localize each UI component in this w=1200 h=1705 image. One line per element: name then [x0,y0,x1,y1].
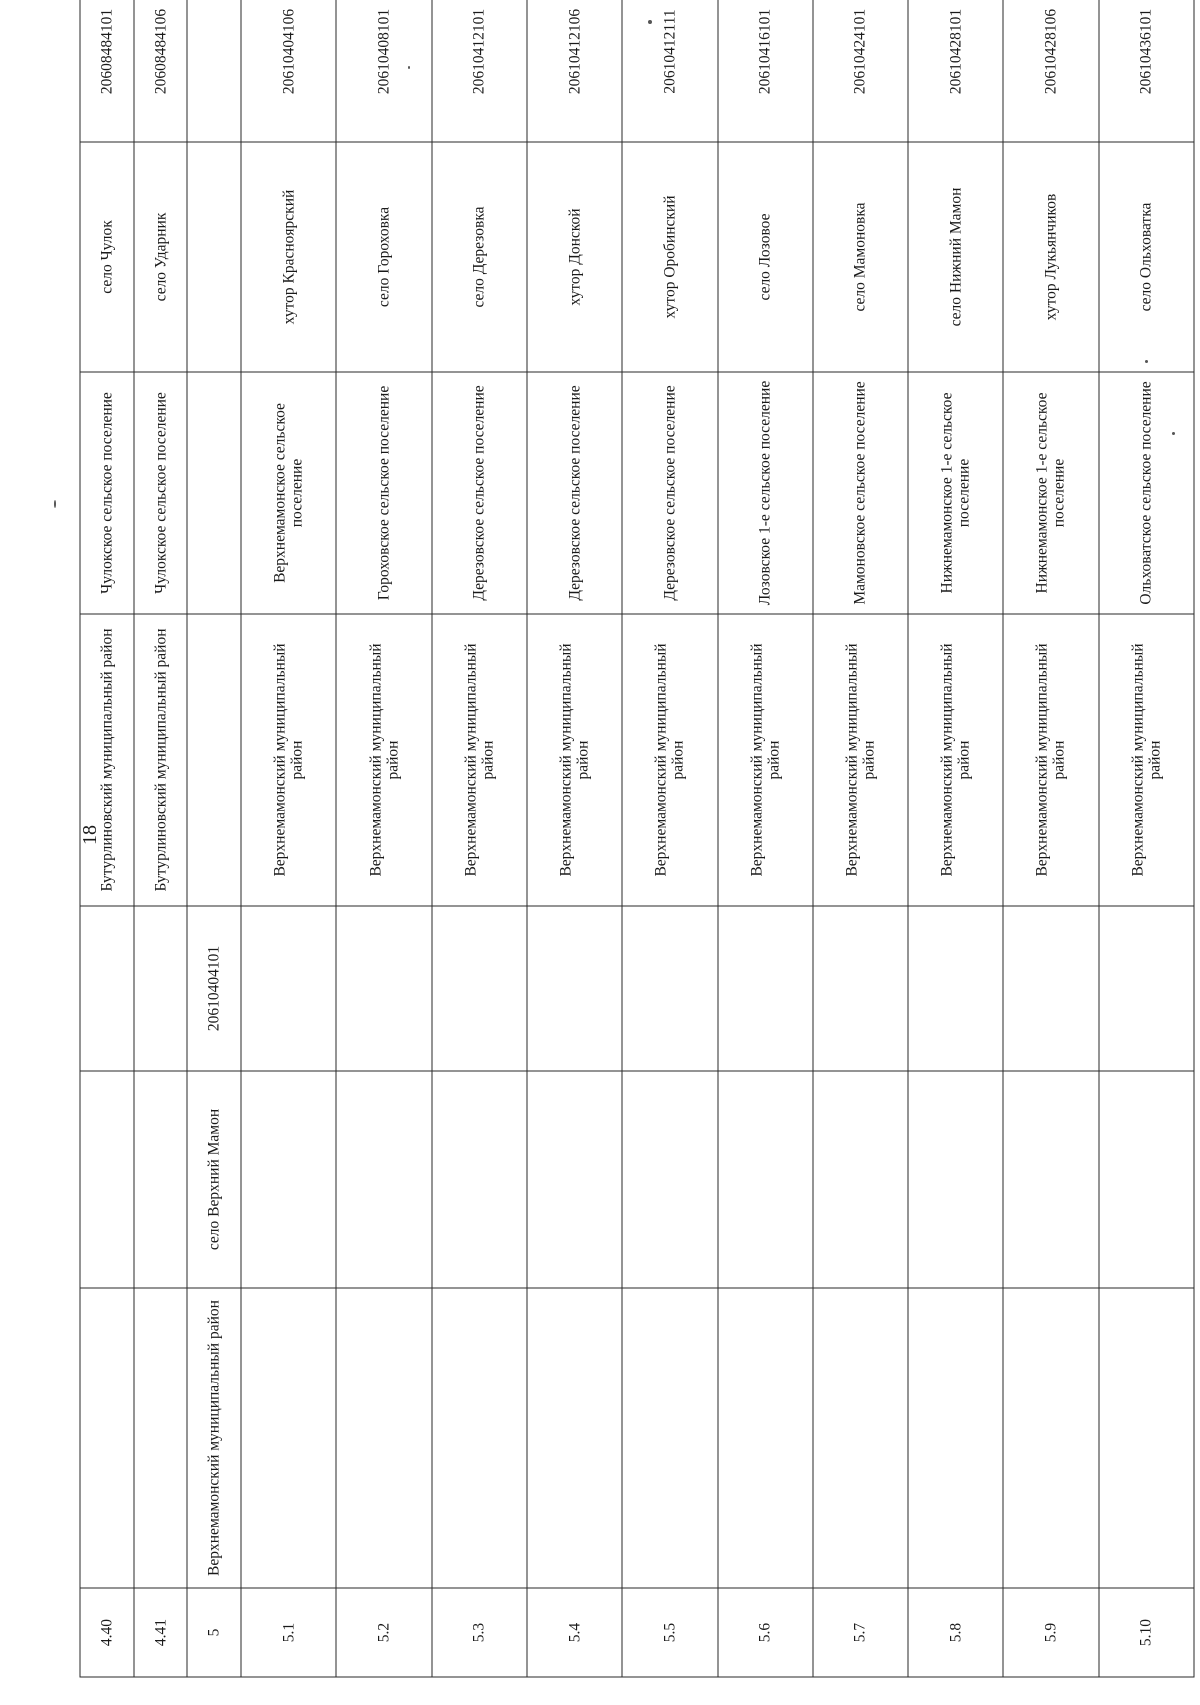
locality: село Ударник [134,142,188,372]
locality: село Лозовое [718,142,813,372]
table-row [813,0,908,1677]
locality-code: 20610412111 [622,0,717,142]
settlement: Дерезовское сельское поселение [622,372,717,614]
settlement: Нижнемамонское 1-е сельское поселение [908,372,1003,614]
settlement: Чулокское сельское поселение [80,372,134,614]
district-center-name [908,1288,1003,1588]
row-number: 4.40 [80,1588,134,1677]
locality-code: 20610424101 [813,0,908,142]
center-code [813,906,908,1071]
locality: село Гороховка [336,142,431,372]
settlement: Верхнемамонское сельское поселение [241,372,336,614]
registry-table [80,0,1195,1678]
settlement: Дерезовское сельское поселение [527,372,622,614]
locality: село Дерезовка [432,142,527,372]
scan-speck [1172,432,1175,435]
row-number: 5.5 [622,1588,717,1677]
district-center-name [1003,1288,1098,1588]
table-row [134,0,188,1677]
settlement: Мамоновское сельское поселение [813,372,908,614]
row-number: 5.4 [527,1588,622,1677]
row-number: 5.9 [1003,1588,1098,1677]
district-center-name [527,1288,622,1588]
row-number: 5.3 [432,1588,527,1677]
locality-code: 20610428101 [908,0,1003,142]
locality-code: 20608484101 [80,0,134,142]
settlement: Дерезовское сельское поселение [432,372,527,614]
center-code: 20610404101 [187,906,241,1071]
district-center-name [241,1288,336,1588]
district-center-name [134,1288,188,1588]
row-number: 5.2 [336,1588,431,1677]
locality-code: 20610404106 [241,0,336,142]
municipal-district: Верхнемамонский муниципальный район [432,614,527,906]
center-code [622,906,717,1071]
table-row [718,0,813,1677]
center-code [432,906,527,1071]
locality [187,142,241,372]
center-locality [134,1071,188,1288]
row-number: 5.8 [908,1588,1003,1677]
municipal-district: Верхнемамонский муниципальный район [622,614,717,906]
table-row [336,0,431,1677]
table-row [80,0,134,1677]
municipal-district: Верхнемамонский муниципальный район [1099,614,1194,906]
locality-code: 20610416101 [718,0,813,142]
center-locality [813,1071,908,1288]
center-locality [336,1071,431,1288]
scan-speck [1145,360,1148,363]
center-locality [241,1071,336,1288]
row-number: 5.6 [718,1588,813,1677]
center-locality [622,1071,717,1288]
center-code [134,906,188,1071]
district-center-name [622,1288,717,1588]
scan-speck [648,20,652,24]
locality-code [187,0,241,142]
settlement: Нижнемамонское 1-е сельское поселение [1003,372,1098,614]
row-number: 5.1 [241,1588,336,1677]
district-center-name: Верхнемамонский муниципальный район [187,1288,241,1588]
scan-speck [54,500,56,508]
row-number: 4.41 [134,1588,188,1677]
locality-code: 20610412106 [527,0,622,142]
locality: село Чулок [80,142,134,372]
locality-code: 20610436101 [1099,0,1194,142]
municipal-district [187,614,241,906]
locality-code: 20610408101 [336,0,431,142]
municipal-district: Бутурлиновский муниципальный район [80,614,134,906]
municipal-district: Верхнемамонский муниципальный район [908,614,1003,906]
locality: село Нижний Мамон [908,142,1003,372]
municipal-district: Верхнемамонский муниципальный район [527,614,622,906]
table-row [241,0,336,1677]
locality: хутор Краснoярский [241,142,336,372]
district-center-name [1099,1288,1194,1588]
center-locality [432,1071,527,1288]
settlement: Лозовское 1-е сельское поселение [718,372,813,614]
registry-table-rotated [80,8,1195,1678]
table-row [187,0,241,1677]
locality: село Ольховатка [1099,142,1194,372]
table-row [432,0,527,1677]
center-locality: село Верхний Мамон [187,1071,241,1288]
district-center-name [432,1288,527,1588]
center-code [527,906,622,1071]
center-locality [908,1071,1003,1288]
table-row [908,0,1003,1677]
locality-code: 20610428106 [1003,0,1098,142]
settlement: Гороховское сельское поселение [336,372,431,614]
locality: хутор Лукьянчиков [1003,142,1098,372]
center-locality [1099,1071,1194,1288]
municipal-district: Бутурлиновский муниципальный район [134,614,188,906]
center-code [908,906,1003,1071]
center-code [1003,906,1098,1071]
locality: село Мамоновка [813,142,908,372]
settlement [187,372,241,614]
district-center-name [336,1288,431,1588]
center-locality [718,1071,813,1288]
locality-code: 20610412101 [432,0,527,142]
table-row [527,0,622,1677]
row-number: 5.10 [1099,1588,1194,1677]
center-code [241,906,336,1071]
scan-speck [408,66,410,69]
municipal-district: Верхнемамонский муниципальный район [1003,614,1098,906]
municipal-district: Верхнемамонский муниципальный район [718,614,813,906]
table-row [1099,0,1194,1677]
settlement: Чулокское сельское поселение [134,372,188,614]
center-code [1099,906,1194,1071]
page-number: 18 [79,825,101,845]
locality: хутор Оробинский [622,142,717,372]
center-code [336,906,431,1071]
locality-code: 20608484106 [134,0,188,142]
row-number: 5.7 [813,1588,908,1677]
municipal-district: Верхнемамонский муниципальный район [813,614,908,906]
row-number: 5 [187,1588,241,1677]
district-center-name [813,1288,908,1588]
municipal-district: Верхнемамонский муниципальный район [241,614,336,906]
table-row [1003,0,1098,1677]
table-row [622,0,717,1677]
center-locality [80,1071,134,1288]
district-center-name [80,1288,134,1588]
municipal-district: Верхнемамонский муниципальный район [336,614,431,906]
center-locality [527,1071,622,1288]
settlement: Ольховатское сельское поселение [1099,372,1194,614]
center-code [718,906,813,1071]
district-center-name [718,1288,813,1588]
center-locality [1003,1071,1098,1288]
locality: хутор Донской [527,142,622,372]
center-code [80,906,134,1071]
